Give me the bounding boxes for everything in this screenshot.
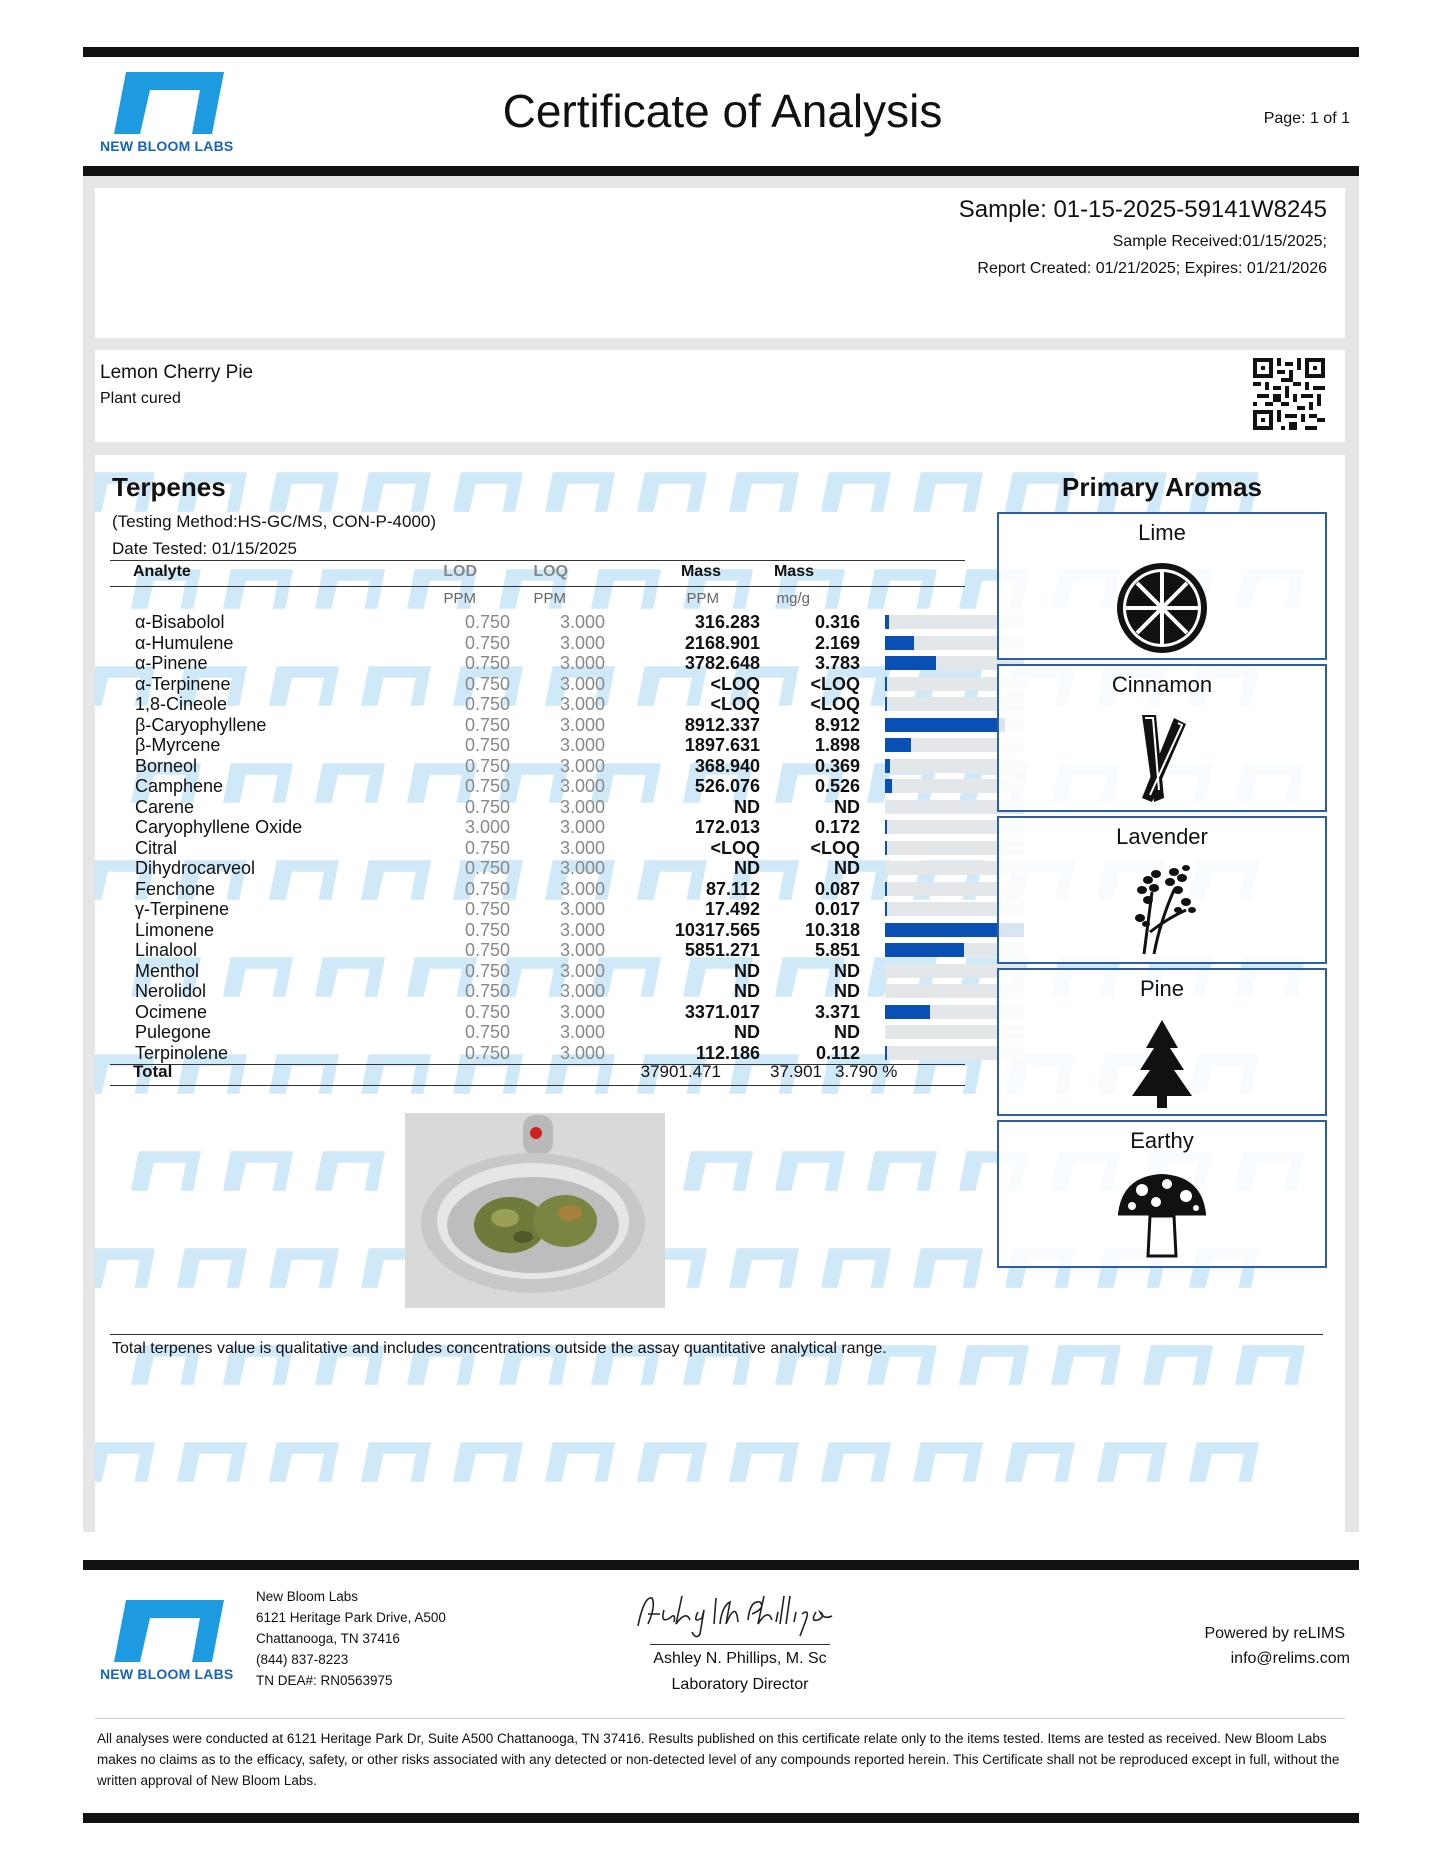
analyte-name: Linalool: [135, 940, 198, 960]
watermark-logo-icon: [913, 1435, 983, 1489]
loq-value: 3.000: [559, 1001, 605, 1022]
pine-tree-icon: [1112, 1014, 1212, 1110]
watermark-logo-icon: [821, 465, 891, 519]
lab-name: New Bloom Labs: [256, 1589, 359, 1604]
watermark-logo-icon: [913, 1241, 983, 1295]
loq-value: 3.000: [559, 817, 605, 837]
footer-divider: [95, 1718, 1345, 1719]
watermark-logo-icon: [545, 1435, 615, 1489]
watermark-logo-icon: [95, 1435, 155, 1489]
mass-mg-value: ND: [834, 960, 860, 981]
lod-value: 0.750: [464, 1042, 510, 1063]
lod-value: 0.750: [464, 735, 510, 755]
analyte-name: 1,8-Cineole: [135, 694, 228, 714]
loq-value: 3.000: [559, 776, 605, 796]
note-rule: [110, 1334, 1323, 1335]
aroma-lime: [997, 512, 1327, 660]
analyte-name: γ-Terpinene: [135, 899, 230, 919]
mass-ppm-value: ND: [734, 981, 760, 1001]
watermark-logo-icon: [223, 1144, 293, 1198]
mass-ppm-value: 5851.271: [684, 940, 760, 960]
mass-mg-value: 0.017: [814, 899, 860, 919]
analyte-name: β-Caryophyllene: [135, 714, 267, 735]
lab-phone: (844) 837-8223: [256, 1652, 349, 1667]
concentration-bar: [885, 841, 887, 855]
footer-rule: [83, 1560, 1359, 1570]
lod-value: 0.750: [464, 981, 510, 1001]
header-rule: [83, 166, 1359, 176]
product-panel: [95, 350, 1345, 442]
logo-text: NEW BLOOM LABS: [100, 1666, 234, 1682]
table-row: [110, 1022, 1045, 1043]
support-email[interactable]: info@relims.com: [1230, 1650, 1350, 1667]
sample-dish-image: [405, 1113, 665, 1308]
concentration-bar: [885, 779, 892, 793]
lab-dea: TN DEA#: RN0563975: [256, 1673, 393, 1688]
terpenes-note: Total terpenes value is qualitative and includes concentrations outside the assay quantitative analytical range.: [112, 1340, 887, 1357]
mass-ppm-value: 8912.337: [684, 714, 760, 735]
analyte-name: α-Terpinene: [135, 673, 231, 694]
lod-value: 3.000: [464, 817, 510, 837]
unit-loq: PPM: [533, 590, 566, 607]
table-row: [110, 735, 1045, 756]
concentration-bar: [885, 636, 914, 650]
qr-code-icon: [1253, 358, 1325, 430]
analyte-name: α-Humulene: [135, 632, 234, 653]
total-mg: 37.901: [770, 1062, 822, 1081]
analyte-name: α-Pinene: [135, 653, 208, 673]
total-percent: 3.790 %: [835, 1062, 898, 1081]
mass-ppm-value: 10317.565: [674, 919, 760, 940]
sample-received: Sample Received:01/15/2025;: [1112, 233, 1327, 250]
lod-value: 0.750: [464, 837, 510, 858]
table-row: [110, 756, 1045, 777]
mass-ppm-value: 172.013: [694, 817, 760, 837]
lod-value: 0.750: [464, 673, 510, 694]
aroma-pine: [997, 968, 1327, 1116]
signature-rule: [650, 1644, 830, 1645]
mass-ppm-value: ND: [734, 1022, 760, 1042]
watermark-logo-icon: [729, 1435, 799, 1489]
mass-mg-value: ND: [834, 858, 860, 878]
loq-value: 3.000: [559, 878, 605, 899]
concentration-bar: [885, 902, 887, 916]
total-label: Total: [133, 1062, 173, 1081]
date-tested: Date Tested: 01/15/2025: [112, 539, 297, 558]
analyte-name: Nerolidol: [135, 981, 207, 1001]
table-row: [110, 633, 1045, 654]
mushroom-icon: [1112, 1166, 1212, 1262]
aroma-label: Lavender: [1116, 824, 1208, 849]
loq-value: 3.000: [559, 653, 605, 673]
mass-ppm-value: 368.940: [694, 755, 760, 776]
mass-ppm-value: 2168.901: [684, 632, 760, 653]
concentration-bar: [885, 677, 887, 691]
testing-method: (Testing Method:HS-GC/MS, CON-P-4000): [112, 512, 437, 531]
table-row: [110, 858, 1045, 879]
watermark-logo-icon: [545, 465, 615, 519]
analyte-name: Ocimene: [135, 1001, 208, 1022]
page-title: Certificate of Analysis: [502, 85, 943, 137]
table-row: [110, 838, 1045, 859]
watermark-logo-icon: [637, 1435, 707, 1489]
mass-mg-value: <LOQ: [810, 673, 860, 694]
lod-value: 0.750: [464, 858, 510, 878]
mass-mg-value: <LOQ: [810, 837, 860, 858]
watermark-logo-icon: [177, 1435, 247, 1489]
lod-value: 0.750: [464, 653, 510, 673]
lod-value: 0.750: [464, 878, 510, 899]
table-row: [110, 694, 1045, 715]
table-row: [110, 715, 1045, 736]
watermark-logo-icon: [775, 1144, 845, 1198]
table-header: [110, 563, 965, 587]
header-lod: LOD: [443, 563, 477, 580]
lod-value: 0.750: [464, 1022, 510, 1042]
mass-ppm-value: <LOQ: [710, 837, 760, 858]
watermark-logo-icon: [131, 1144, 201, 1198]
signature-image: [630, 1586, 850, 1642]
lod-value: 0.750: [464, 612, 510, 632]
analyte-name: α-Bisabolol: [135, 612, 225, 632]
total-ppm: 37901.471: [640, 1062, 721, 1081]
concentration-bar: [885, 656, 936, 670]
mass-mg-value: 2.169: [814, 632, 860, 653]
watermark-logo-icon: [95, 1241, 155, 1295]
concentration-bar: [885, 882, 887, 896]
loq-value: 3.000: [559, 1022, 605, 1042]
mass-ppm-value: <LOQ: [710, 694, 760, 714]
aroma-earthy: [997, 1120, 1327, 1268]
top-rule: [83, 47, 1359, 57]
mass-ppm-value: 3782.648: [684, 653, 760, 673]
mass-ppm-value: ND: [734, 858, 760, 878]
table-row: [110, 879, 1045, 900]
watermark-logo-icon: [959, 1338, 1029, 1392]
mass-mg-value: 0.369: [814, 755, 860, 776]
mass-ppm-value: 17.492: [704, 899, 760, 919]
loq-value: 3.000: [559, 981, 605, 1001]
page-number: Page: 1 of 1: [1263, 110, 1350, 127]
mass-ppm-value: ND: [734, 796, 760, 817]
table-row: [110, 940, 1045, 961]
mass-ppm-value: 526.076: [694, 776, 760, 796]
analyte-name: Borneol: [135, 755, 198, 776]
mass-mg-value: 0.316: [814, 612, 860, 632]
mass-mg-value: 3.783: [814, 653, 860, 673]
watermark-logo-icon: [361, 465, 431, 519]
lod-value: 0.750: [464, 755, 510, 776]
table-row: [110, 674, 1045, 695]
watermark-logo-icon: [913, 465, 983, 519]
mass-mg-value: ND: [834, 1022, 860, 1042]
table-row: [110, 653, 1045, 674]
watermark-logo-icon: [1097, 1435, 1167, 1489]
watermark-logo-icon: [177, 1241, 247, 1295]
mass-ppm-value: 1897.631: [684, 735, 760, 755]
aromas-title: Primary Aromas: [1062, 472, 1262, 502]
lod-value: 0.750: [464, 960, 510, 981]
watermark-logo-icon: [637, 465, 707, 519]
cinnamon-icon: [1112, 710, 1212, 806]
table-row: [110, 981, 1045, 1002]
watermark-logo-icon: [1005, 1435, 1075, 1489]
logo-text: NEW BLOOM LABS: [100, 138, 234, 154]
loq-value: 3.000: [559, 755, 605, 776]
signature: [630, 1586, 850, 1642]
unit-ppm: PPM: [686, 590, 719, 607]
total-bottom-rule: [110, 1085, 965, 1086]
analyte-name: Menthol: [135, 960, 200, 981]
loq-value: 3.000: [559, 858, 605, 878]
analyte-name: Dihydrocarveol: [135, 858, 256, 878]
lod-value: 0.750: [464, 899, 510, 919]
loq-value: 3.000: [559, 837, 605, 858]
header-loq: LOQ: [533, 563, 568, 580]
mass-mg-value: 8.912: [814, 714, 860, 735]
sample-info-panel: [95, 188, 1345, 338]
concentration-bar: [885, 697, 887, 711]
lod-value: 0.750: [464, 694, 510, 714]
table-row: [110, 776, 1045, 797]
loq-value: 3.000: [559, 940, 605, 960]
table-units: [110, 590, 965, 610]
lod-value: 0.750: [464, 919, 510, 940]
loq-value: 3.000: [559, 960, 605, 981]
aroma-cinnamon: [997, 664, 1327, 812]
analyte-name: Fenchone: [135, 878, 216, 899]
mass-mg-value: 0.087: [814, 878, 860, 899]
table-row: [110, 961, 1045, 982]
aroma-lavender: [997, 816, 1327, 964]
watermark-logo-icon: [1143, 1338, 1213, 1392]
watermark-logo-icon: [729, 1241, 799, 1295]
sample-id: Sample: 01-15-2025-59141W8245: [958, 196, 1327, 223]
terpenes-title: Terpenes: [112, 472, 226, 502]
header-mass-ppm: Mass: [680, 563, 721, 580]
concentration-bar: [885, 759, 890, 773]
mass-ppm-value: 87.112: [705, 878, 760, 899]
table-row: [110, 920, 1045, 941]
header-mass-mg: Mass: [773, 563, 814, 580]
concentration-bar: [885, 1046, 887, 1060]
watermark-logo-icon: [269, 1435, 339, 1489]
mass-ppm-value: ND: [734, 960, 760, 981]
mass-ppm-value: 316.283: [694, 612, 760, 632]
lod-value: 0.750: [464, 796, 510, 817]
watermark-logo-icon: [361, 1435, 431, 1489]
lavender-icon: [1112, 862, 1212, 958]
table-row: [110, 817, 1045, 838]
signer-name: Ashley N. Phillips, M. Sc: [653, 1650, 827, 1667]
watermark-logo-icon: [729, 465, 799, 519]
watermark-logo-icon: [453, 465, 523, 519]
report-created: Report Created: 01/21/2025; Expires: 01/21/2026: [977, 260, 1327, 277]
loq-value: 3.000: [559, 796, 605, 817]
lod-value: 0.750: [464, 940, 510, 960]
mass-mg-value: 0.112: [815, 1042, 860, 1063]
aroma-label: Earthy: [1130, 1128, 1194, 1153]
lab-address-line2: Chattanooga, TN 37416: [256, 1631, 400, 1646]
lod-value: 0.750: [464, 1001, 510, 1022]
mass-mg-value: 1.898: [814, 735, 860, 755]
product-type: Plant cured: [100, 390, 181, 407]
watermark-logo-icon: [821, 1241, 891, 1295]
logo-mark-icon: [114, 1600, 224, 1662]
analyte-name: Citral: [135, 837, 178, 858]
table-row: [110, 797, 1045, 818]
lab-address: [256, 1586, 446, 1691]
watermark-logo-icon: [1189, 1435, 1259, 1489]
lime-icon: [1112, 558, 1212, 654]
concentration-bar: [885, 718, 1005, 732]
lod-value: 0.750: [464, 776, 510, 796]
unit-mg: mg/g: [776, 590, 810, 607]
mass-mg-value: <LOQ: [810, 694, 860, 714]
watermark-logo-icon: [269, 1241, 339, 1295]
watermark-logo-icon: [315, 1144, 385, 1198]
loq-value: 3.000: [559, 694, 605, 714]
watermark-logo-icon: [683, 1144, 753, 1198]
concentration-bar: [885, 1005, 930, 1019]
concentration-bar: [885, 738, 911, 752]
loq-value: 3.000: [559, 735, 605, 755]
aroma-label: Pine: [1139, 976, 1185, 1001]
analyte-name: Pulegone: [135, 1022, 212, 1042]
loq-value: 3.000: [559, 899, 605, 919]
mass-mg-value: 10.318: [804, 919, 860, 940]
watermark-logo-icon: [269, 465, 339, 519]
loq-value: 3.000: [559, 1042, 605, 1063]
lod-value: 0.750: [464, 714, 510, 735]
footer-logo: [100, 1600, 234, 1685]
watermark-logo-icon: [453, 1435, 523, 1489]
analyte-name: Carene: [135, 796, 195, 817]
loq-value: 3.000: [559, 919, 605, 940]
product-name: Lemon Cherry Pie: [100, 362, 254, 383]
mass-ppm-value: <LOQ: [710, 673, 760, 694]
concentration-bar: [885, 943, 964, 957]
mass-mg-value: ND: [834, 981, 860, 1001]
aroma-label: Lime: [1138, 520, 1186, 545]
table-header-rule: [110, 586, 965, 587]
table-row: [110, 899, 1045, 920]
table-row: [110, 612, 1045, 633]
mass-mg-value: 5.851: [814, 940, 860, 960]
analyte-name: Terpinolene: [135, 1042, 229, 1063]
header-analyte: Analyte: [133, 563, 191, 580]
loq-value: 3.000: [559, 673, 605, 694]
lod-value: 0.750: [464, 632, 510, 653]
mass-ppm-value: 112.186: [695, 1042, 760, 1063]
mass-mg-value: ND: [834, 796, 860, 817]
loq-value: 3.000: [559, 632, 605, 653]
analyte-name: Camphene: [135, 776, 224, 796]
analyte-name: Caryophyllene Oxide: [135, 817, 303, 837]
powered-by: Powered by reLIMS: [1204, 1625, 1345, 1642]
unit-lod: PPM: [443, 590, 476, 607]
loq-value: 3.000: [559, 612, 605, 632]
concentration-bar: [885, 615, 889, 629]
mass-mg-value: 3.371: [814, 1001, 860, 1022]
table-row: [110, 1002, 1045, 1023]
loq-value: 3.000: [559, 714, 605, 735]
terpenes-table: [110, 612, 1045, 1063]
analyte-name: β-Myrcene: [135, 735, 221, 755]
watermark-logo-icon: [867, 1144, 937, 1198]
concentration-bar: [885, 820, 887, 834]
mass-mg-value: 0.172: [814, 817, 860, 837]
mass-ppm-value: 3371.017: [684, 1001, 760, 1022]
total-row: [110, 1060, 965, 1084]
table-top-rule: [110, 560, 965, 561]
analyte-name: Limonene: [135, 919, 215, 940]
lab-address-line1: 6121 Heritage Park Drive, A500: [256, 1610, 446, 1625]
watermark-logo-icon: [1235, 1338, 1305, 1392]
aroma-label: Cinnamon: [1111, 672, 1213, 697]
bottom-rule: [83, 1813, 1359, 1823]
disclaimer: All analyses were conducted at 6121 Heritage Park Dr, Suite A500 Chattanooga, TN 37416. Results published on this certificate relate only to the items tested. Items are tested as received. New Bloom Labs makes no claims as to the efficacy, safety, or other risks associated with any detected or non-detected level of any compounds reported herein. This Certificate shall not be reproduced except in full, without the written approval of New Bloom Labs.: [97, 1731, 1340, 1788]
mass-mg-value: 0.526: [814, 776, 860, 796]
sample-photo: [405, 1113, 665, 1308]
signer-title: Laboratory Director: [671, 1676, 809, 1693]
watermark-logo-icon: [821, 1435, 891, 1489]
watermark-logo-icon: [1051, 1338, 1121, 1392]
